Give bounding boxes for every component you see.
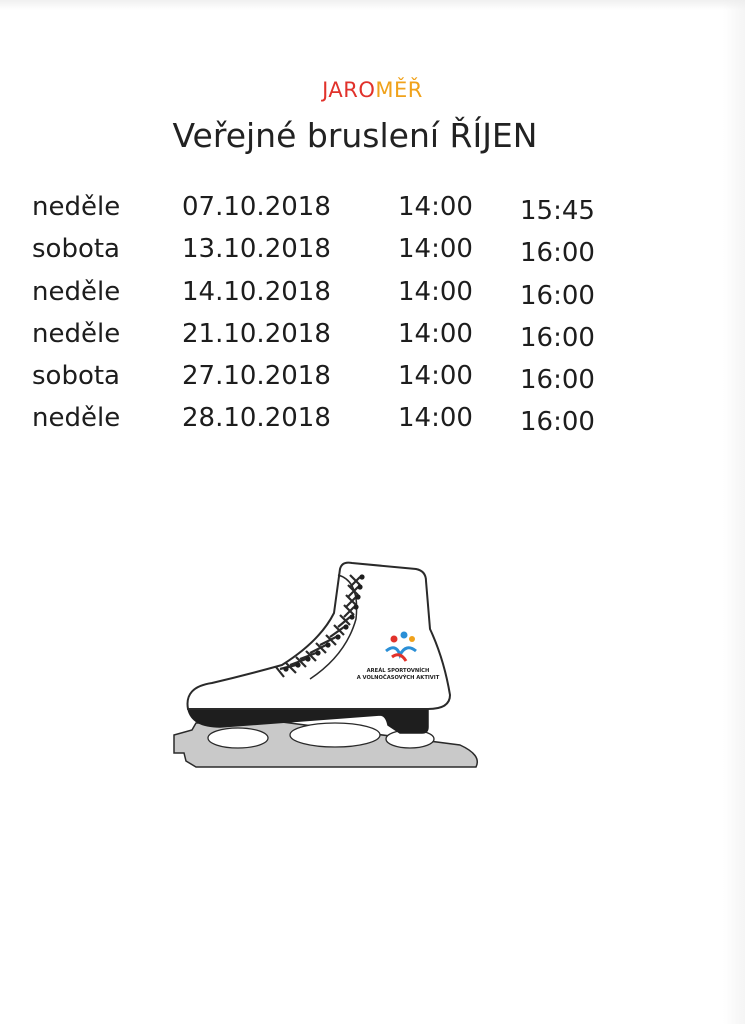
schedule-row [32, 277, 672, 319]
date-cell: 27.10.2018 [182, 361, 331, 392]
schedule-row [32, 403, 672, 445]
start-time-cell: 14:00 [398, 403, 473, 434]
schedule-table [32, 192, 672, 446]
day-cell: neděle [32, 318, 121, 349]
end-time-cell: 16:00 [520, 407, 595, 438]
start-time-cell: 14:00 [398, 318, 473, 349]
end-time-cell: 16:00 [520, 280, 595, 311]
areal-logo-text-line1: AREÁL SPORTOVNÍCH [366, 668, 430, 674]
blade-cutout [208, 728, 268, 748]
start-time-cell: 14:00 [398, 234, 473, 265]
day-cell: neděle [32, 403, 121, 434]
date-cell: 14.10.2018 [182, 276, 331, 307]
date-cell: 28.10.2018 [182, 403, 331, 434]
end-time-cell: 15:45 [520, 196, 595, 226]
day-cell: neděle [32, 276, 121, 307]
day-cell: sobota [32, 234, 120, 265]
day-cell: sobota [32, 361, 120, 392]
date-cell: 07.10.2018 [182, 192, 331, 222]
end-time-cell: 16:00 [520, 322, 595, 353]
start-time-cell: 14:00 [398, 192, 473, 222]
date-cell: 21.10.2018 [182, 318, 331, 349]
ice-skate-illustration [160, 555, 490, 775]
skate-boot [188, 563, 451, 709]
logo-text-part1: JARO [322, 78, 376, 102]
schedule-row [32, 361, 672, 403]
start-time-cell: 14:00 [398, 361, 473, 392]
town-logo [0, 78, 745, 102]
schedule-row [32, 234, 672, 276]
logo-text-part2: MĚŘ [375, 78, 423, 102]
schedule-row [32, 319, 672, 361]
areal-logo-text-line2: A VOLNOČASOVÝCH AKTIVIT [356, 675, 440, 681]
day-cell: neděle [32, 192, 121, 222]
end-time-cell: 16:00 [520, 238, 595, 269]
start-time-cell: 14:00 [398, 276, 473, 307]
date-cell: 13.10.2018 [182, 234, 331, 265]
schedule-row [32, 192, 672, 234]
end-time-cell: 16:00 [520, 365, 595, 396]
blade-cutout [290, 723, 380, 747]
scan-edge-top [0, 0, 745, 10]
page-title: Veřejné bruslení ŘÍJEN [172, 116, 538, 155]
scan-edge-right [723, 0, 745, 1024]
